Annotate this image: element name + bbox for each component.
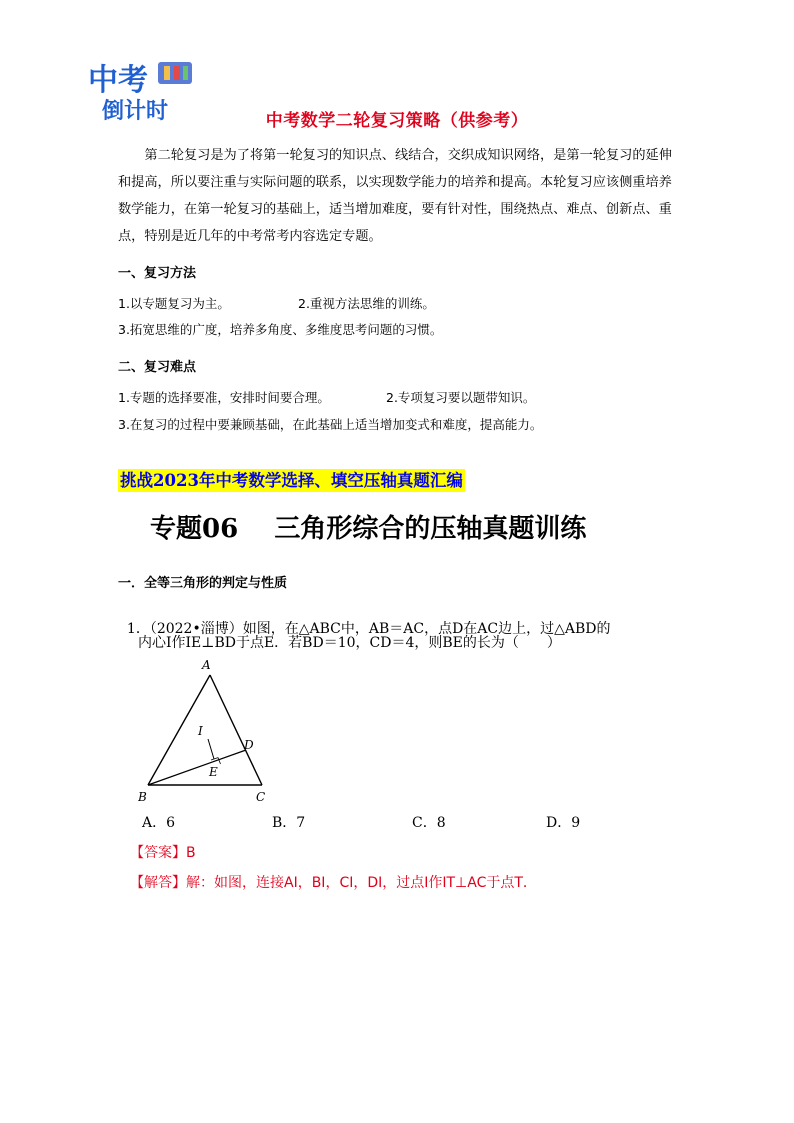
- question-number: 1．: [126, 621, 150, 637]
- option-c: C．8: [412, 815, 446, 831]
- method-item-3: 3.拓宽思维的广度，培养多角度、多维度思考问题的习惯。: [118, 322, 443, 337]
- answer-value: B: [186, 845, 196, 861]
- option-b: B．7: [272, 815, 306, 831]
- question-line-2: 内心I作IE⊥BD于点E．若BD＝10，CD＝4，则BE的长为（ ）: [138, 635, 561, 651]
- option-a: A．6: [142, 815, 176, 831]
- solution-text: 解：如图，连接AI，BI，CI，DI，过点I作IT⊥AC于点T．: [186, 875, 537, 891]
- option-d: D．9: [546, 815, 581, 831]
- solution-line: [130, 872, 537, 892]
- section-heading: 一．全等三角形的判定与性质: [118, 576, 288, 591]
- question-source: （2022•淄博）: [149, 621, 243, 637]
- label-i: I: [198, 724, 203, 738]
- method-item-2: 2.重视方法思维的训练。: [298, 296, 435, 311]
- solution-label: 【解答】: [130, 875, 186, 891]
- triangle-figure: [138, 655, 278, 807]
- segment-ie: [208, 739, 214, 759]
- logo-text-top: 中考: [88, 63, 148, 98]
- label-c: C: [256, 790, 266, 803]
- difficulty-item-1: 1.专题的选择要准，安排时间要合理。: [118, 390, 330, 405]
- intro-paragraph: [118, 142, 678, 250]
- method-heading: 一、复习方法: [118, 266, 197, 281]
- collection-banner: 挑战2023年中考数学选择、填空压轴真题汇编: [120, 471, 463, 490]
- difficulty-item-2: 2.专项复习要以题带知识。: [386, 390, 536, 405]
- side-ac: [210, 675, 262, 785]
- answer-label: 【答案】: [130, 845, 186, 861]
- answer-line: [130, 842, 196, 862]
- intro-text: 第二轮复习是为了将第一轮复习的知识点、线结合，交织成知识网络，是第一轮复习的延伸和提高，所以要注重与实际问题的联系，以实现数学能力的培养和提高。本轮复习应该侧重培养数学能力，在第一轮复习的基础上，适当增加难度，要有针对性，围绕热点、难点、创新点、重点，特别是近几年的中考常考内容选定专题。: [118, 148, 672, 244]
- label-b: B: [138, 790, 147, 803]
- topic-title: 专题06 三角形综合的压轴真题训练: [150, 514, 587, 544]
- logo-text-bottom: 倒计时: [102, 99, 169, 124]
- question-text-1: 如图，在△ABC中，AB＝AC，点D在AC边上，过△ABD的: [242, 621, 611, 637]
- page-title: 中考数学二轮复习策略（供参考）: [265, 111, 529, 131]
- difficulty-heading: 二、复习难点: [118, 360, 197, 375]
- difficulty-item-3: 3.在复习的过程中要兼顾基础，在此基础上适当增加变式和难度，提高能力。: [118, 417, 543, 432]
- label-d: D: [244, 738, 254, 752]
- label-a: A: [202, 658, 211, 672]
- label-e: E: [209, 765, 218, 779]
- method-item-1: 1.以专题复习为主。: [118, 296, 230, 311]
- segment-bd: [148, 750, 246, 785]
